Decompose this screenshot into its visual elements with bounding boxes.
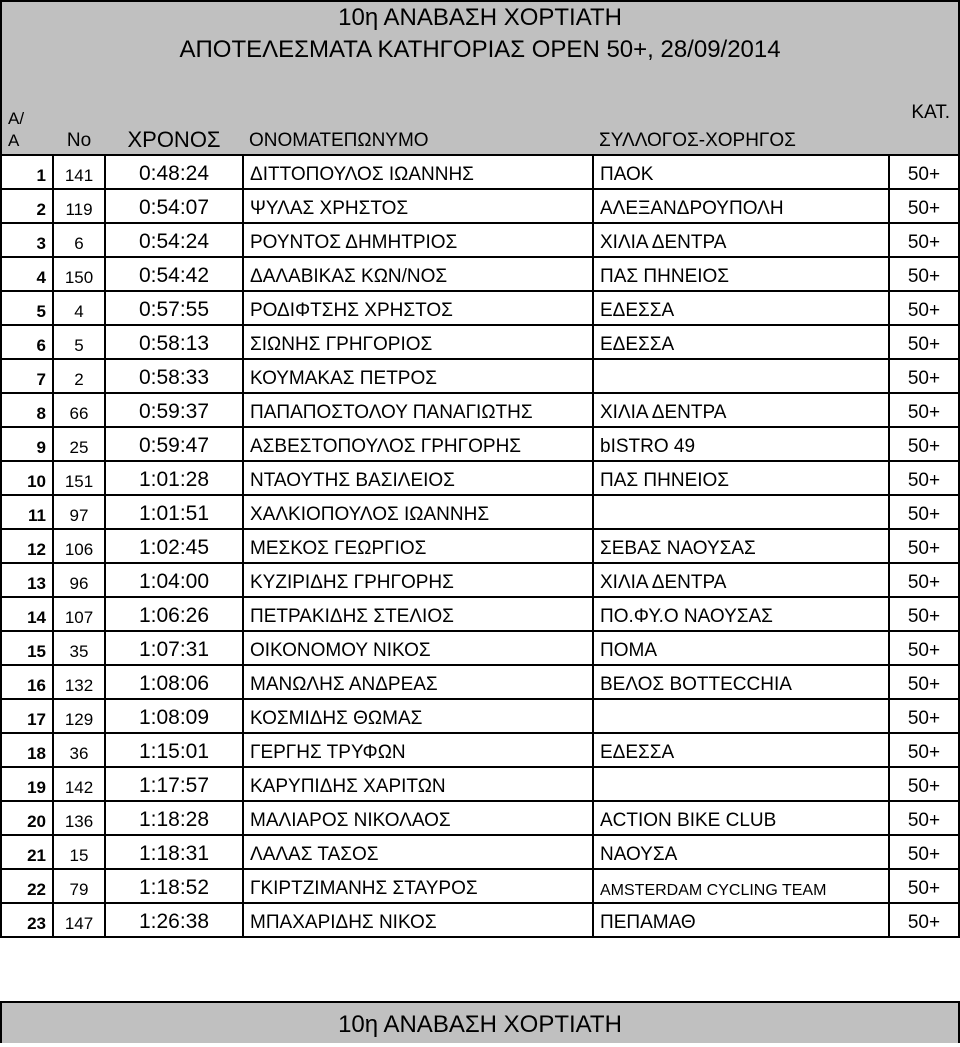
cell-name: ΔΑΛΑΒΙΚΑΣ ΚΩΝ/ΝΟΣ [243,257,593,291]
header-number: No [53,66,105,155]
table-row [1,359,959,393]
cell-position: 3 [1,223,53,257]
cell-number: 150 [53,257,105,291]
cell-time: 0:54:24 [105,223,243,257]
header-name: ΟΝΟΜΑΤΕΠΩΝΥΜΟ [243,66,593,155]
cell-position: 10 [1,461,53,495]
cell-category: 50+ [889,393,959,427]
cell-club: ΝΑΟΥΣΑ [593,835,889,869]
cell-time: 1:18:31 [105,835,243,869]
cell-position: 4 [1,257,53,291]
cell-time: 1:26:38 [105,903,243,937]
cell-name: ΝΤΑΟΥΤΗΣ ΒΑΣΙΛΕΙΟΣ [243,461,593,495]
cell-category: 50+ [889,495,959,529]
cell-club [593,359,889,393]
cell-time: 1:02:45 [105,529,243,563]
cell-club: ΠΟ.ΦΥ.Ο ΝΑΟΥΣΑΣ [593,597,889,631]
cell-category: 50+ [889,223,959,257]
cell-category: 50+ [889,631,959,665]
table-row [1,223,959,257]
cell-time: 1:17:57 [105,767,243,801]
cell-club: ΠΑΣ ΠΗΝΕΙΟΣ [593,461,889,495]
cell-club: ΧΙΛΙΑ ΔΕΝΤΡΑ [593,223,889,257]
cell-time: 0:54:42 [105,257,243,291]
cell-name: ΡΟΥΝΤΟΣ ΔΗΜΗΤΡΙΟΣ [243,223,593,257]
cell-time: 1:18:28 [105,801,243,835]
cell-number: 66 [53,393,105,427]
cell-name: ΚΥΖΙΡΙΔΗΣ ΓΡΗΓΟΡΗΣ [243,563,593,597]
cell-category: 50+ [889,869,959,903]
table-row [1,257,959,291]
cell-time: 1:06:26 [105,597,243,631]
cell-club: ΕΔΕΣΣΑ [593,733,889,767]
table-row [1,427,959,461]
cell-name: ΣΙΩΝΗΣ ΓΡΗΓΟΡΙΟΣ [243,325,593,359]
cell-name: ΧΑΛΚΙΟΠΟΥΛΟΣ ΙΩΑΝΝΗΣ [243,495,593,529]
cell-time: 1:04:00 [105,563,243,597]
cell-name: ΜΠΑΧΑΡΙΔΗΣ ΝΙΚΟΣ [243,903,593,937]
cell-number: 141 [53,155,105,189]
cell-time: 1:07:31 [105,631,243,665]
cell-category: 50+ [889,835,959,869]
cell-name: ΜΕΣΚΟΣ ΓΕΩΡΓΙΟΣ [243,529,593,563]
cell-category: 50+ [889,427,959,461]
cell-time: 1:08:09 [105,699,243,733]
footer-title: 10η ΑΝΑΒΑΣΗ ΧΟΡΤΙΑΤΗ [338,1011,622,1038]
cell-name: ΜΑΝΩΛΗΣ ΑΝΔΡΕΑΣ [243,665,593,699]
cell-position: 7 [1,359,53,393]
cell-club: AMSTERDAM CYCLING TEAM [593,869,889,903]
cell-category: 50+ [889,903,959,937]
cell-name: ΔΙΤΤΟΠΟΥΛΟΣ ΙΩΑΝΝΗΣ [243,155,593,189]
cell-position: 13 [1,563,53,597]
cell-time: 0:59:47 [105,427,243,461]
cell-position: 5 [1,291,53,325]
table-row [1,869,959,903]
cell-number: 2 [53,359,105,393]
cell-club: ΠΑΟΚ [593,155,889,189]
table-row [1,665,959,699]
table-row [1,529,959,563]
cell-position: 21 [1,835,53,869]
cell-time: 0:59:37 [105,393,243,427]
cell-position: 22 [1,869,53,903]
cell-category: 50+ [889,155,959,189]
header-club: ΣΥΛΛΟΓΟΣ-ΧΟΡΗΓΟΣ [593,66,889,155]
cell-number: 151 [53,461,105,495]
cell-club: ΑΛΕΞΑΝΔΡΟΥΠΟΛΗ [593,189,889,223]
table-row [1,903,959,937]
table-row [1,461,959,495]
header-time: ΧΡΟΝΟΣ [105,66,243,155]
cell-time: 1:18:52 [105,869,243,903]
cell-name: ΑΣΒΕΣΤΟΠΟΥΛΟΣ ΓΡΗΓΟΡΗΣ [243,427,593,461]
cell-name: ΚΑΡΥΠΙΔΗΣ ΧΑΡΙΤΩΝ [243,767,593,801]
cell-club: ΠΟΜΑ [593,631,889,665]
table-row [1,563,959,597]
cell-position: 2 [1,189,53,223]
cell-position: 14 [1,597,53,631]
cell-position: 1 [1,155,53,189]
cell-club [593,767,889,801]
table-row [1,597,959,631]
table-row [1,155,959,189]
cell-name: ΟΙΚΟΝΟΜΟΥ ΝΙΚΟΣ [243,631,593,665]
cell-number: 106 [53,529,105,563]
cell-position: 11 [1,495,53,529]
column-header-row [1,66,959,155]
cell-time: 1:08:06 [105,665,243,699]
cell-club: ΣΕΒΑΣ ΝΑΟΥΣΑΣ [593,529,889,563]
cell-time: 0:54:07 [105,189,243,223]
header-position-top: Α/ [8,109,25,128]
table-row [1,631,959,665]
header-position [1,66,53,155]
cell-category: 50+ [889,597,959,631]
cell-club: ΕΔΕΣΣΑ [593,291,889,325]
cell-name: ΚΟΣΜΙΔΗΣ ΘΩΜΑΣ [243,699,593,733]
cell-category: 50+ [889,699,959,733]
cell-position: 15 [1,631,53,665]
cell-time: 1:01:51 [105,495,243,529]
cell-category: 50+ [889,189,959,223]
cell-position: 17 [1,699,53,733]
cell-position: 23 [1,903,53,937]
cell-number: 15 [53,835,105,869]
cell-number: 119 [53,189,105,223]
cell-name: ΚΟΥΜΑΚΑΣ ΠΕΤΡΟΣ [243,359,593,393]
cell-number: 97 [53,495,105,529]
table-row [1,495,959,529]
cell-club: ΠΑΣ ΠΗΝΕΙΟΣ [593,257,889,291]
cell-club: ΠΕΠΑΜΑΘ [593,903,889,937]
header-position-bottom: Α [8,131,20,150]
cell-position: 8 [1,393,53,427]
table-row [1,801,959,835]
cell-category: 50+ [889,257,959,291]
cell-time: 0:58:13 [105,325,243,359]
title-row-2 [1,34,959,66]
cell-number: 6 [53,223,105,257]
cell-club: ACTION BIKE CLUB [593,801,889,835]
cell-category: 50+ [889,529,959,563]
cell-time: 0:57:55 [105,291,243,325]
cell-category: 50+ [889,461,959,495]
cell-category: 50+ [889,563,959,597]
cell-number: 129 [53,699,105,733]
table-row [1,325,959,359]
cell-number: 36 [53,733,105,767]
cell-category: 50+ [889,291,959,325]
cell-number: 136 [53,801,105,835]
footer-title-bar [0,1001,960,1043]
cell-category: 50+ [889,359,959,393]
cell-category: 50+ [889,325,959,359]
table-row [1,767,959,801]
table-row [1,291,959,325]
table-row [1,733,959,767]
cell-position: 18 [1,733,53,767]
cell-club: bISTRO 49 [593,427,889,461]
table-row [1,189,959,223]
cell-name: ΡΟΔΙΦΤΣΗΣ ΧΡΗΣΤΟΣ [243,291,593,325]
cell-time: 0:58:33 [105,359,243,393]
header-category: ΚΑΤ. [889,66,959,155]
cell-name: ΓΕΡΓΗΣ ΤΡΥΦΩΝ [243,733,593,767]
table-row [1,835,959,869]
cell-club [593,699,889,733]
cell-number: 132 [53,665,105,699]
cell-club: ΧΙΛΙΑ ΔΕΝΤΡΑ [593,563,889,597]
cell-number: 5 [53,325,105,359]
cell-club: ΕΔΕΣΣΑ [593,325,889,359]
cell-category: 50+ [889,801,959,835]
cell-category: 50+ [889,733,959,767]
cell-time: 1:15:01 [105,733,243,767]
cell-position: 19 [1,767,53,801]
cell-time: 1:01:28 [105,461,243,495]
cell-name: ΓΚΙΡΤΖΙΜΑΝΗΣ ΣΤΑΥΡΟΣ [243,869,593,903]
cell-number: 35 [53,631,105,665]
cell-position: 16 [1,665,53,699]
cell-number: 4 [53,291,105,325]
cell-name: ΠΑΠΑΠΟΣΤΟΛΟΥ ΠΑΝΑΓΙΩΤΗΣ [243,393,593,427]
event-title: 10η ΑΝΑΒΑΣΗ ΧΟΡΤΙΑΤΗ [1,1,959,34]
cell-category: 50+ [889,665,959,699]
cell-number: 79 [53,869,105,903]
cell-club: ΒΕΛΟΣ BOTTECCHIA [593,665,889,699]
cell-position: 9 [1,427,53,461]
table-row [1,699,959,733]
cell-category: 50+ [889,767,959,801]
table-row [1,393,959,427]
cell-number: 147 [53,903,105,937]
title-row-1 [1,1,959,34]
cell-position: 12 [1,529,53,563]
cell-club: ΧΙΛΙΑ ΔΕΝΤΡΑ [593,393,889,427]
cell-number: 142 [53,767,105,801]
cell-name: ΛΑΛΑΣ ΤΑΣΟΣ [243,835,593,869]
cell-name: ΜΑΛΙΑΡΟΣ ΝΙΚΟΛΑΟΣ [243,801,593,835]
cell-number: 25 [53,427,105,461]
cell-number: 96 [53,563,105,597]
cell-position: 20 [1,801,53,835]
cell-number: 107 [53,597,105,631]
cell-club [593,495,889,529]
cell-name: ΨΥΛΑΣ ΧΡΗΣΤΟΣ [243,189,593,223]
cell-name: ΠΕΤΡΑΚΙΔΗΣ ΣΤΕΛΙΟΣ [243,597,593,631]
results-subtitle: ΑΠΟΤΕΛΕΣΜΑΤΑ ΚΑΤΗΓΟΡΙΑΣ OPEN 50+, 28/09/2014 [1,34,959,66]
cell-position: 6 [1,325,53,359]
cell-time: 0:48:24 [105,155,243,189]
